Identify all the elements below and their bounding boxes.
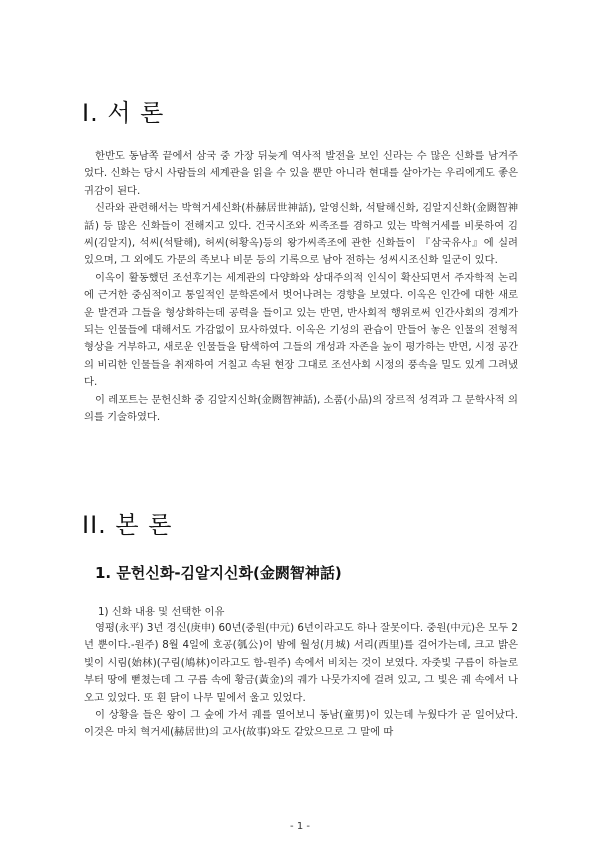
section-title-main-body: II. 본 론 xyxy=(82,511,173,539)
intro-paragraph-1: 한반도 동남쪽 끝에서 삼국 중 가장 뒤늦게 역사적 발전을 보인 신라는 수 많은 신화를 남겨주었다. 신화는 당시 사람들의 세계관을 읽을 수 있을 뿐만 아니라 현대를 살아가는 우리에게도 좋은 귀감이 된다. xyxy=(84,150,518,197)
myth-paragraph-2: 이 상황을 들은 왕이 그 숲에 가서 궤를 열어보니 동남(童男)이 있는데 누웠다가 곧 일어났다. 이것은 마치 혁거세(赫居世)의 고사(故事)와도 같았으므로 그 말에 따 xyxy=(84,709,518,739)
subsection-title-kim-alji-myth: 1. 문헌신화-김알지신화(金閼智神話) xyxy=(95,564,342,582)
intro-paragraph-4: 이 레포트는 문헌신화 중 김알지신화(金閼智神話), 소품(小品)의 장르적 성격과 그 문학사적 의의를 기술하였다. xyxy=(84,393,518,424)
intro-paragraph-3: 이옥이 활동했던 조선후기는 세계관의 다양화와 상대주의적 인식이 확산되면서 주자학적 논리에 근거한 중심적이고 통일적인 문학론에서 벗어나려는 경향을 보였다. 이옥은 인간에 대한 새로운 발견과 그들을 형상화하는데 공력을 들이고 있는 반면, 반사회적 행위로써 인간사회의 경계가 되는 인물들에 대해서도 가감없이 묘사하였다. 이옥은 기성의 관습이 만들어 놓은 인물의 전형적 형상을 거부하고, 새로운 인물들을 탐색하여 그들의 개성과 자존을 높이 평가하는 반면, 시정 공간의 비리한 인물들을 취재하여 거칠고 속된 현장 그대로 조선사회 시정의 풍속을 밀도 있게 그려냈다. xyxy=(84,271,518,389)
intro-paragraph-2: 신라와 관련해서는 박혁거세신화(朴赫居世神話), 알영신화, 석탈해신화, 김알지신화(金閼智神話) 등 많은 신화들이 전해지고 있다. 건국시조와 씨족조를 겸하고 있는 박혁거세를 비롯하여 김씨(김알지), 석씨(석탈해), 허씨(허황옥)등의 왕가씨족조에 관한 신화들이 『삼국유사』에 실려 있으며, 그 외에도 가문의 족보나 비문 등의 기록으로 남아 전하는 성씨시조신화 일군이 있다. xyxy=(84,202,518,267)
introduction-body xyxy=(84,148,518,427)
myth-paragraph-1: 영평(永平) 3년 경신(庚申) 60년(중원(中元) 6년이라고도 하나 잘못이다. 중원(中元)은 모두 2년 뿐이다.-원주) 8월 4일에 호공(瓠公)이 밤에 월성(月城) 서리(西里)를 걸어가는데, 크고 밝은 빛이 시림(始林)(구림(鳩林)이라고도 함-원주) 속에서 비치는 것이 보였다. 자줏빛 구름이 하늘로부터 땅에 뻗쳤는데 그 구름 속에 황금(黃金)의 궤가 나뭇가지에 걸려 있고, 그 빛은 궤 속에서 나오고 있었다. 또 흰 닭이 나무 밑에서 울고 있었다. xyxy=(84,622,518,704)
section-title-introduction: I. 서 론 xyxy=(82,99,165,127)
item-label-myth-content: 1) 신화 내용 및 선택한 이유 xyxy=(98,606,225,618)
subsection-body xyxy=(84,620,518,742)
page-number: - 1 - xyxy=(290,821,310,832)
